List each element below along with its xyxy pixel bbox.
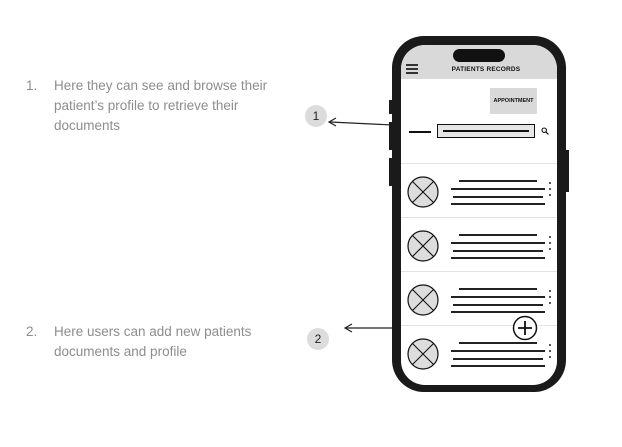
side-button	[566, 150, 569, 192]
text-placeholder-line	[459, 234, 537, 236]
text-placeholder-line	[453, 196, 543, 198]
text-placeholder-line	[459, 180, 537, 182]
text-placeholder-line	[453, 250, 543, 252]
text-placeholder-line	[453, 358, 543, 360]
text-placeholder-line	[451, 311, 545, 313]
avatar-placeholder-icon	[407, 176, 439, 208]
patient-row[interactable]	[401, 163, 557, 215]
more-options-icon[interactable]	[549, 182, 552, 200]
text-placeholder-line	[451, 365, 545, 367]
text-placeholder-line	[453, 304, 543, 306]
text-placeholder-line	[451, 203, 545, 205]
avatar-placeholder-icon	[407, 338, 439, 370]
text-placeholder-line	[451, 257, 545, 259]
annotation-number: 1.	[26, 78, 38, 93]
callout-badge-2: 2	[307, 328, 329, 350]
annotation-text: Here they can see and browse their patient’s profile to retrieve their documents	[54, 78, 268, 133]
app-header	[401, 45, 557, 79]
text-placeholder-line	[459, 342, 537, 344]
annotation-number: 2.	[26, 324, 38, 339]
more-options-icon[interactable]	[549, 290, 552, 308]
avatar-placeholder-icon	[407, 230, 439, 262]
phone-screen	[401, 45, 557, 385]
record-text-lines	[451, 232, 545, 262]
record-text-lines	[451, 286, 545, 316]
page-title: PATIENTS RECORDS	[451, 66, 521, 73]
search-icon[interactable]	[541, 127, 549, 135]
callout-badge-1: 1	[305, 105, 327, 127]
text-placeholder-line	[451, 242, 545, 244]
record-text-lines	[451, 340, 545, 370]
search-input[interactable]	[437, 124, 535, 138]
add-patient-button[interactable]	[512, 315, 538, 341]
hamburger-icon[interactable]	[406, 64, 418, 73]
patient-row[interactable]	[401, 217, 557, 269]
annotation-text: Here users can add new patients documents and profile	[54, 324, 252, 359]
appointment-button[interactable]: APPOINTMENT	[490, 88, 537, 114]
filter-icon[interactable]	[409, 131, 431, 133]
text-placeholder-line	[451, 188, 545, 190]
text-placeholder-line	[451, 350, 545, 352]
text-placeholder-line	[459, 288, 537, 290]
more-options-icon[interactable]	[549, 236, 552, 254]
dynamic-island	[453, 49, 505, 62]
record-text-lines	[451, 178, 545, 208]
more-options-icon[interactable]	[549, 344, 552, 362]
arrow-1-line	[330, 122, 393, 125]
text-placeholder-line	[451, 296, 545, 298]
avatar-placeholder-icon	[407, 284, 439, 316]
